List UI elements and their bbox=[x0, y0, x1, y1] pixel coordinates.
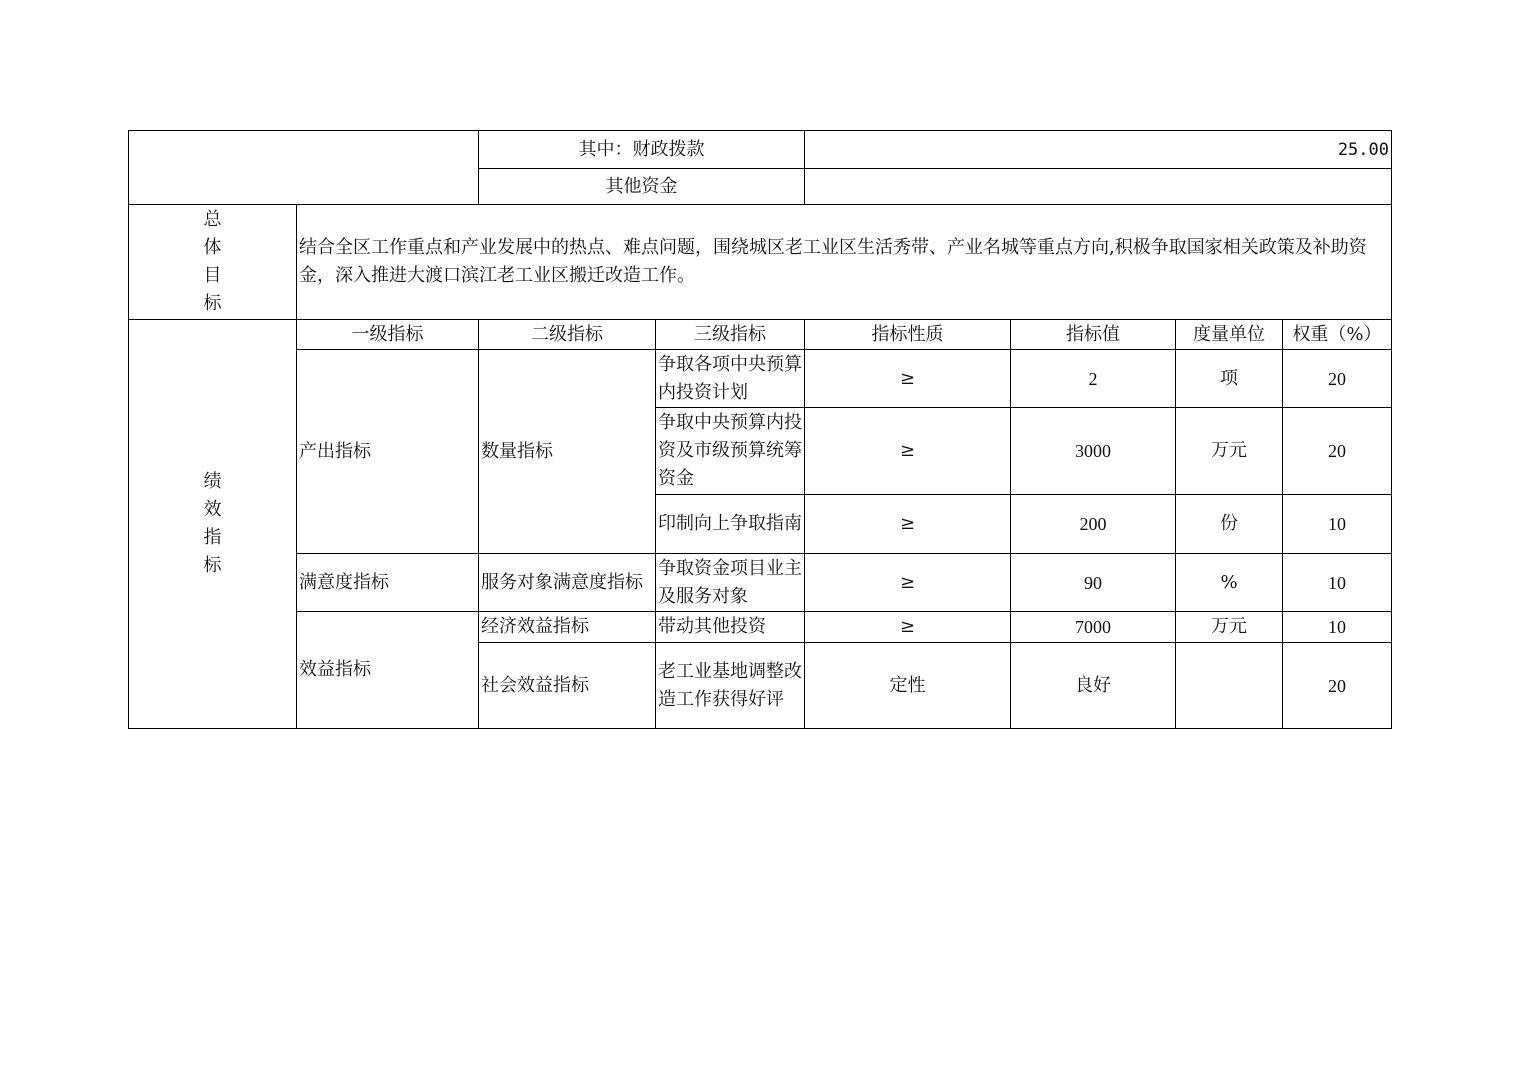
level3-cell: 争取各项中央预算内投资计划 bbox=[656, 350, 805, 408]
header-level3: 三级指标 bbox=[656, 320, 805, 350]
level2-cell: 经济效益指标 bbox=[479, 612, 656, 643]
performance-label-char: 效 bbox=[203, 499, 222, 520]
unit-cell: % bbox=[1176, 554, 1283, 612]
fiscal-value: 25.00 bbox=[805, 131, 1392, 169]
header-nature: 指标性质 bbox=[805, 320, 1011, 350]
unit-cell: 项 bbox=[1176, 350, 1283, 408]
overall-goal-label-char: 总 bbox=[203, 209, 222, 230]
level2-cell: 数量指标 bbox=[479, 350, 656, 554]
value-cell: 3000 bbox=[1011, 408, 1176, 495]
level3-cell: 印制向上争取指南 bbox=[656, 495, 805, 554]
indicator-row bbox=[129, 350, 1392, 408]
header-level1: 一级指标 bbox=[297, 320, 479, 350]
indicator-row bbox=[129, 612, 1392, 643]
level3-cell: 老工业基地调整改造工作获得好评 bbox=[656, 643, 805, 729]
weight-cell: 20 bbox=[1283, 643, 1392, 729]
other-funds-label: 其他资金 bbox=[479, 169, 805, 205]
overall-goal-label bbox=[129, 205, 297, 320]
overall-goal-text: 结合全区工作重点和产业发展中的热点、难点问题，围绕城区老工业区生活秀带、产业名城等重点方向,积极争取国家相关政策及补助资金，深入推进大渡口滨江老工业区搬迁改造工作。 bbox=[297, 205, 1392, 320]
value-cell: 良好 bbox=[1011, 643, 1176, 729]
weight-cell: 10 bbox=[1283, 554, 1392, 612]
unit-cell bbox=[1176, 643, 1283, 729]
weight-cell: 20 bbox=[1283, 350, 1392, 408]
header-value: 指标值 bbox=[1011, 320, 1176, 350]
value-cell: 7000 bbox=[1011, 612, 1176, 643]
weight-cell: 20 bbox=[1283, 408, 1392, 495]
level1-cell: 效益指标 bbox=[297, 612, 479, 729]
weight-cell: 10 bbox=[1283, 495, 1392, 554]
nature-cell: 定性 bbox=[805, 643, 1011, 729]
level3-cell: 争取中央预算内投资及市级预算统筹资金 bbox=[656, 408, 805, 495]
weight-cell: 10 bbox=[1283, 612, 1392, 643]
fiscal-label: 其中：财政拨款 bbox=[479, 131, 805, 169]
level3-cell: 带动其他投资 bbox=[656, 612, 805, 643]
other-funds-value bbox=[805, 169, 1392, 205]
performance-goal-table bbox=[128, 130, 1392, 729]
value-cell: 200 bbox=[1011, 495, 1176, 554]
performance-label-char: 标 bbox=[203, 555, 222, 576]
funding-row-fiscal bbox=[129, 131, 1392, 169]
nature-cell: ≥ bbox=[805, 612, 1011, 643]
overall-goal-label-char: 目 bbox=[203, 265, 222, 286]
level1-cell: 产出指标 bbox=[297, 350, 479, 554]
performance-label bbox=[129, 320, 297, 729]
level1-cell: 满意度指标 bbox=[297, 554, 479, 612]
value-cell: 2 bbox=[1011, 350, 1176, 408]
indicator-header-row bbox=[129, 320, 1392, 350]
unit-cell: 万元 bbox=[1176, 612, 1283, 643]
level2-cell: 社会效益指标 bbox=[479, 643, 656, 729]
nature-cell: ≥ bbox=[805, 408, 1011, 495]
funding-blank-cell bbox=[129, 131, 479, 205]
nature-cell: ≥ bbox=[805, 350, 1011, 408]
performance-label-char: 绩 bbox=[203, 471, 222, 492]
header-unit: 度量单位 bbox=[1176, 320, 1283, 350]
unit-cell: 份 bbox=[1176, 495, 1283, 554]
nature-cell: ≥ bbox=[805, 495, 1011, 554]
nature-cell: ≥ bbox=[805, 554, 1011, 612]
header-level2: 二级指标 bbox=[479, 320, 656, 350]
performance-label-char: 指 bbox=[203, 527, 222, 548]
level2-cell: 服务对象满意度指标 bbox=[479, 554, 656, 612]
overall-goal-label-char: 标 bbox=[203, 293, 222, 314]
indicator-row bbox=[129, 554, 1392, 612]
overall-goal-label-char: 体 bbox=[203, 237, 222, 258]
header-weight: 权重（%） bbox=[1283, 320, 1392, 350]
unit-cell: 万元 bbox=[1176, 408, 1283, 495]
overall-goal-row bbox=[129, 205, 1392, 320]
level3-cell: 争取资金项目业主及服务对象 bbox=[656, 554, 805, 612]
value-cell: 90 bbox=[1011, 554, 1176, 612]
